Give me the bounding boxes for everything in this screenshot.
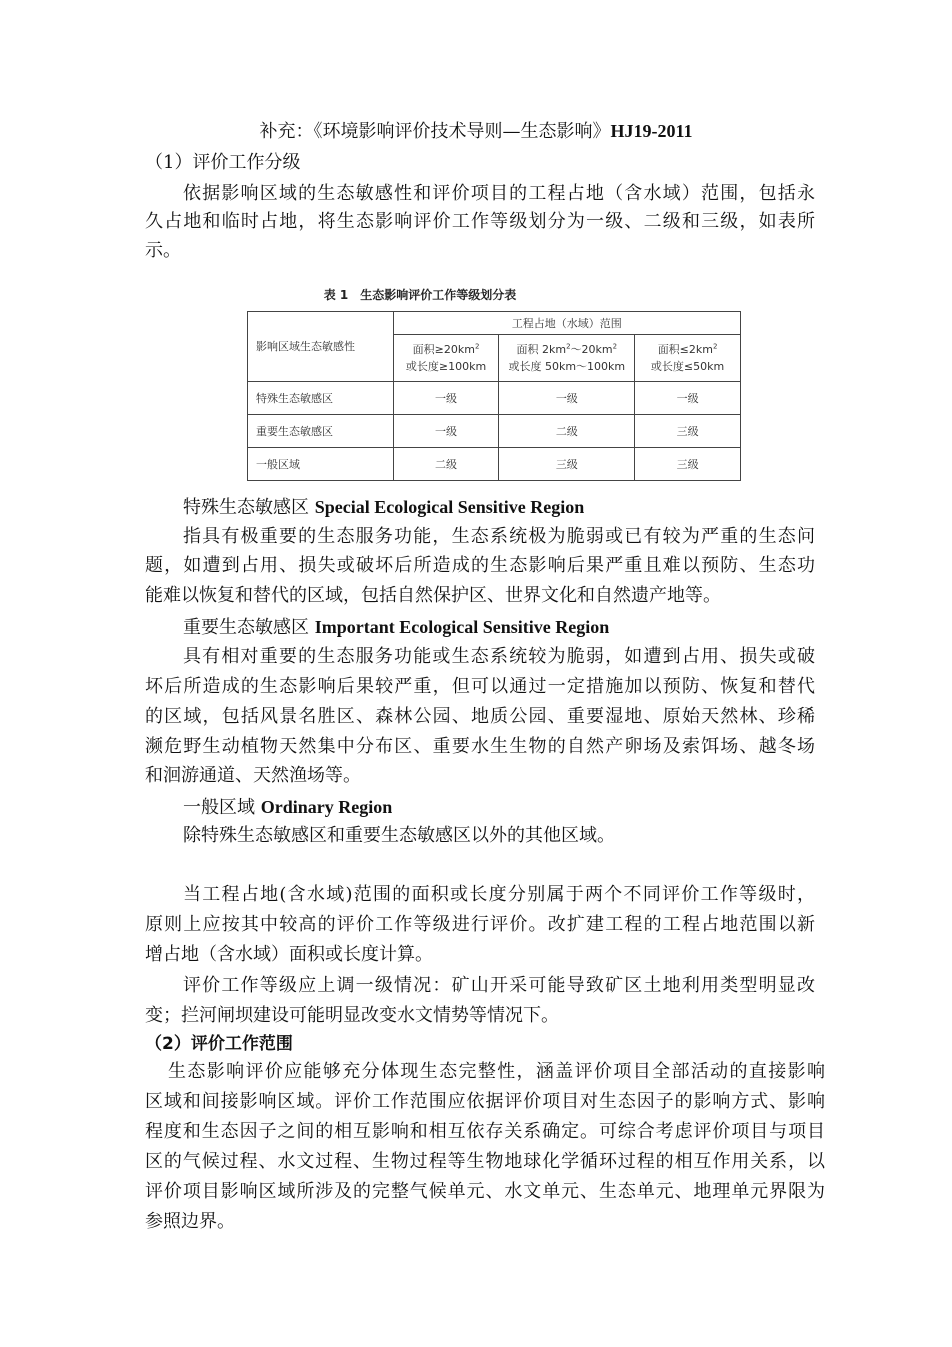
table-row [248,448,741,481]
section1-heading: （1）评价工作分级 [145,152,301,173]
section2-line: 区的气候过程、水文过程、生物过程等生物地球化学循环过程的相互作用关系，以 [145,1151,825,1172]
grade-cell: 三级 [635,448,741,481]
definition-line: 坏后所造成的生态影响后果较严重，但可以通过一定措施加以预防、恢复和替代 [145,676,815,697]
section2-line: 生态影响评价应能够充分体现生态完整性，涵盖评价项目全部活动的直接影响 [168,1061,825,1082]
document-title [0,120,952,143]
definition-term: 一般区域 Ordinary Region [183,797,393,818]
definition-line: 和洄游通道、天然渔场等。 [145,765,361,786]
section1-intro-line: 依据影响区域的生态敏感性和评价项目的工程占地（含水域）范围，包括永 [183,183,815,204]
grade-cell: 一级 [499,382,635,415]
section2-heading: （2）评价工作范围 [145,1034,293,1054]
column-header-cell: 面积$\le 2km^2$ 或长度≤50km [635,335,741,382]
section1-intro-line: 示。 [145,240,181,261]
definition-line: 具有相对重要的生态服务功能或生态系统较为脆弱，如遭到占用、损失或破 [183,646,815,667]
definition-line: 指具有极重要的生态服务功能，生态系统极为脆弱或已有较为严重的生态问 [183,526,815,547]
definition-term: 重要生态敏感区 Important Ecological Sensitive Region [183,617,610,638]
definition-line: 除特殊生态敏感区和重要生态敏感区以外的其他区域。 [183,825,615,846]
definition-line: 题，如遭到占用、损失或破坏后所造成的生态影响后果严重且难以预防、生态功 [145,555,815,576]
paragraph-line: 评价工作等级应上调一级情况：矿山开采可能导致矿区土地利用类型明显改 [183,975,815,996]
grade-cell: 二级 [393,448,499,481]
table-row [248,382,741,415]
table-caption: 表 1 生态影响评价工作等级划分表 [323,288,517,302]
grade-cell: 三级 [499,448,635,481]
grade-cell: 三级 [635,415,741,448]
row-label-cell: 重要生态敏感区 [248,415,394,448]
column-header-cell: 面积$\ge 20km^2$ 或长度≥100km [393,335,499,382]
grade-cell: 二级 [499,415,635,448]
column-header-cell: 面积 $2km^2\sim 20km^2$ 或长度 50km～100km [499,335,635,382]
paragraph-line: 变；拦河闸坝建设可能明显改变水文情势等情况下。 [145,1005,559,1026]
paragraph-line: 当工程占地(含水域)范围的面积或长度分别属于两个不同评价工作等级时， [183,884,815,905]
section2-line: 程度和生态因子之间的相互影响和相互依存关系确定。可综合考虑评价项目与项目 [145,1121,825,1142]
row-label-cell: 一般区域 [248,448,394,481]
table-header-row [248,312,741,335]
section2-line: 参照边界。 [145,1211,235,1232]
table-row [248,415,741,448]
grade-cell: 一级 [393,415,499,448]
title-text: 补充：《环境影响评价技术导则—生态影响》 [259,121,611,142]
row-header-cell: 影响区域生态敏感性 [248,312,394,382]
definition-line: 的区域，包括风景名胜区、森林公园、地质公园、重要湿地、原始天然林、珍稀 [145,706,815,727]
title-code: HJ19-2011 [610,121,693,141]
section2-line: 区域和间接影响区域。评价工作范围应依据评价项目对生态因子的影响方式、影响 [145,1091,825,1112]
section1-intro-line: 久占地和临时占地，将生态影响评价工作等级划分为一级、二级和三级，如表所 [145,211,815,232]
group-header-cell: 工程占地（水域）范围 [393,312,740,335]
definition-line: 濒危野生动植物天然集中分布区、重要水生生物的自然产卵场及索饵场、越冬场 [145,736,815,757]
grade-table [247,311,741,481]
row-label-cell: 特殊生态敏感区 [248,382,394,415]
definition-term: 特殊生态敏感区 Special Ecological Sensitive Region [183,497,585,518]
section2-line: 评价项目影响区域所涉及的完整气候单元、水文单元、生态单元、地理单元界限为 [145,1181,825,1202]
definition-line: 能难以恢复和替代的区域，包括自然保护区、世界文化和自然遗产地等。 [145,585,721,606]
paragraph-line: 原则上应按其中较高的评价工作等级进行评价。改扩建工程的工程占地范围以新 [145,914,815,935]
grade-cell: 一级 [393,382,499,415]
grade-cell: 一级 [635,382,741,415]
paragraph-line: 增占地（含水域）面积或长度计算。 [145,944,433,965]
